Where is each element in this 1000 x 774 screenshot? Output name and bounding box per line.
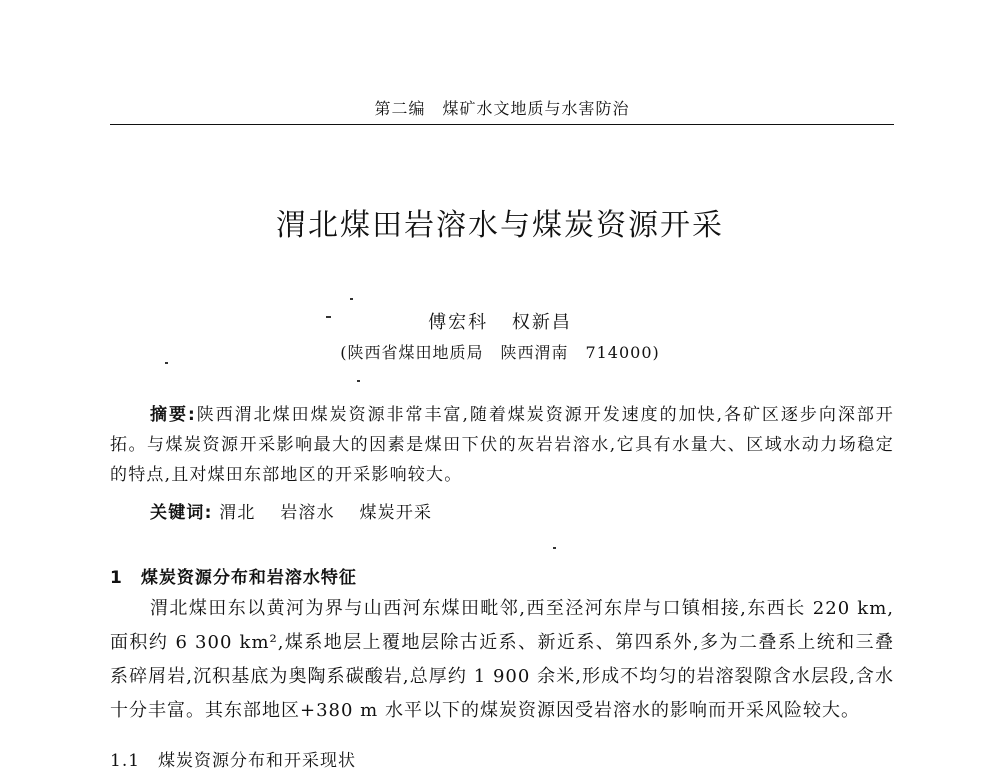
abstract-label: 摘要:	[150, 405, 196, 425]
section-heading	[110, 563, 357, 588]
author-line	[0, 308, 1000, 334]
scan-speck	[350, 298, 353, 300]
paper-title: 渭北煤田岩溶水与煤炭资源开采	[276, 208, 724, 243]
body-paragraph: 渭北煤田东以黄河为界与山西河东煤田毗邻,西至泾河东岸与口镇相接,东西长 220 km,面积约 6 300 km²,煤系地层上覆地层除古近系、新近系、第四系外,多为二叠系上统和三叠系碎屑岩,沉积基底为奥陶系碳酸岩,总厚约 1 900 余米,形成不均匀的岩溶裂隙含水层段,含水十分丰富。其东部地区+380 m 水平以下的煤炭资源因受岩溶水的影响而开采风险较大。	[110, 598, 894, 721]
keyword: 煤炭开采	[359, 503, 433, 523]
scan-speck	[357, 380, 360, 382]
abstract	[110, 400, 894, 490]
scan-speck	[326, 316, 331, 318]
author-name: 傅宏科	[428, 312, 489, 333]
subsection-heading: 1.1 煤炭资源分布和开采现状	[110, 751, 357, 771]
keywords-label: 关键词:	[150, 503, 213, 523]
running-head: 第二编 煤矿水文地质与水害防治	[374, 99, 630, 118]
keywords	[150, 498, 450, 523]
abstract-text: 陕西渭北煤田煤炭资源非常丰富,随着煤炭资源开发速度的加快,各矿区逐步向深部开拓。与煤炭资源开采影响最大的因素是煤田下伏的灰岩岩溶水,它具有水量大、区域水动力场稳定的特点,且对煤田东部地区的开采影响较大。	[110, 405, 895, 485]
author-name: 权新昌	[511, 312, 572, 333]
keyword: 岩溶水	[280, 503, 335, 523]
section-number: 1	[110, 568, 123, 588]
affiliation: (陕西省煤田地质局 陕西渭南 714000)	[340, 343, 660, 362]
header-rule	[110, 124, 894, 125]
section-title: 煤炭资源分布和岩溶水特征	[140, 568, 357, 588]
scan-speck	[553, 547, 556, 549]
keyword: 渭北	[219, 503, 256, 523]
scan-speck	[165, 362, 168, 364]
